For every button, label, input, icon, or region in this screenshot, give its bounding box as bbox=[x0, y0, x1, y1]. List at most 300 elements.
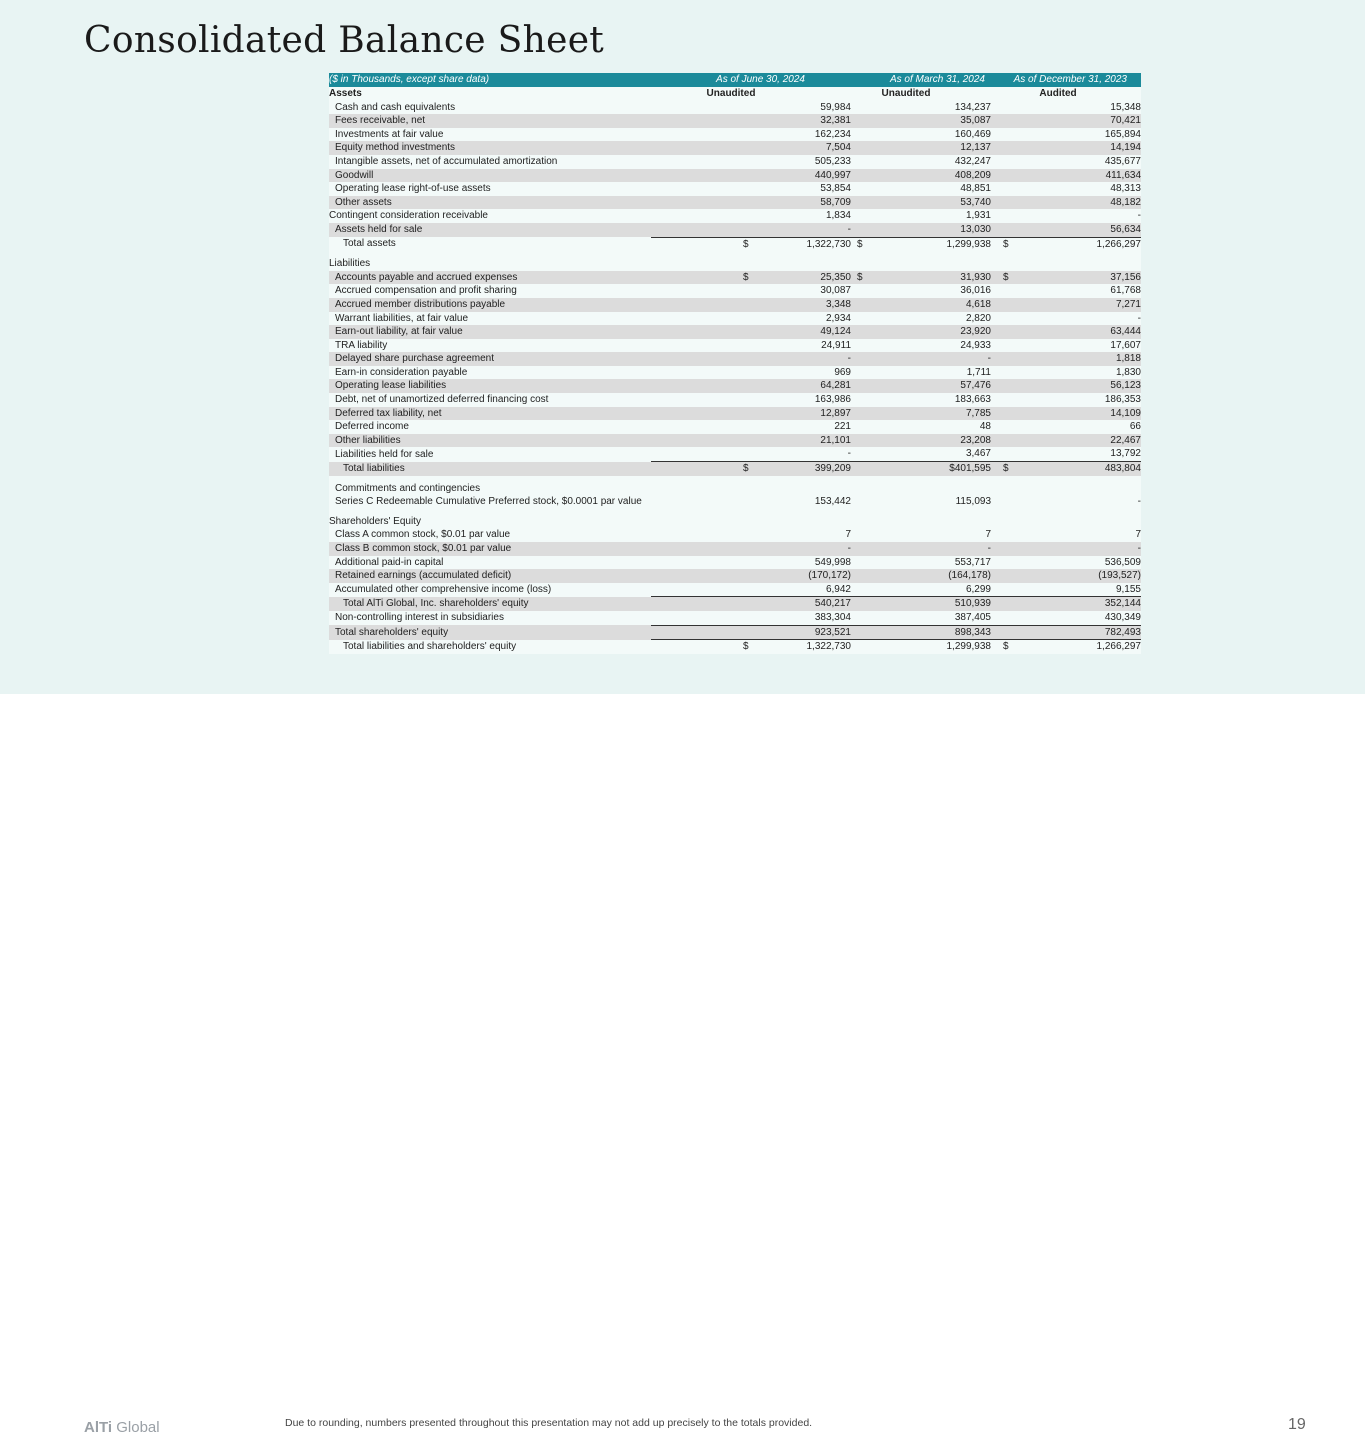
table-row bbox=[329, 625, 1141, 640]
table-row bbox=[329, 237, 1141, 251]
table-row bbox=[329, 528, 1141, 542]
currency-symbol-june-2024 bbox=[651, 114, 749, 128]
table-row bbox=[329, 542, 1141, 556]
row-label: Liabilities bbox=[329, 257, 651, 271]
value-december-2023: 48,182 bbox=[1017, 196, 1141, 210]
value-june-2024: 58,709 bbox=[749, 196, 851, 210]
row-label: Accrued member distributions payable bbox=[329, 298, 651, 312]
row-label: Accrued compensation and profit sharing bbox=[329, 284, 651, 298]
currency-symbol-june-2024 bbox=[651, 339, 749, 353]
value-december-2023: 61,768 bbox=[1017, 284, 1141, 298]
value-march-2024: 6,299 bbox=[877, 583, 991, 597]
value-december-2023: - bbox=[1017, 542, 1141, 556]
table-row bbox=[329, 101, 1141, 115]
table-row bbox=[329, 257, 1141, 271]
value-march-2024: 7 bbox=[877, 528, 991, 542]
value-june-2024: 163,986 bbox=[749, 393, 851, 407]
value-march-2024: - bbox=[877, 542, 991, 556]
table-row bbox=[329, 515, 1141, 529]
value-december-2023 bbox=[1017, 257, 1141, 271]
value-june-2024: 540,217 bbox=[749, 597, 851, 611]
row-label: Shareholders' Equity bbox=[329, 515, 651, 529]
value-june-2024 bbox=[749, 257, 851, 271]
currency-symbol-june-2024 bbox=[651, 169, 749, 183]
row-label: Contingent consideration receivable bbox=[329, 209, 651, 223]
currency-symbol-june-2024: $ bbox=[651, 271, 749, 285]
currency-symbol-june-2024 bbox=[651, 257, 749, 271]
row-label: Retained earnings (accumulated deficit) bbox=[329, 569, 651, 583]
row-label: Total liabilities bbox=[329, 462, 651, 476]
value-june-2024: 12,897 bbox=[749, 407, 851, 421]
currency-symbol-june-2024 bbox=[651, 155, 749, 169]
value-june-2024: 440,997 bbox=[749, 169, 851, 183]
rounding-disclaimer: Due to rounding, numbers presented throughout this presentation may not add up precisely to the totals provided. bbox=[285, 1417, 813, 1429]
currency-symbol-march-2024 bbox=[851, 583, 877, 597]
value-march-2024: 160,469 bbox=[877, 128, 991, 142]
row-label: Accumulated other comprehensive income (loss) bbox=[329, 583, 651, 597]
currency-symbol-june-2024 bbox=[651, 611, 749, 625]
currency-symbol-december-2023 bbox=[991, 284, 1017, 298]
currency-symbol-june-2024 bbox=[651, 196, 749, 210]
value-june-2024: 399,209 bbox=[749, 462, 851, 476]
currency-symbol-june-2024 bbox=[651, 393, 749, 407]
currency-symbol-june-2024 bbox=[651, 482, 749, 496]
row-label: Series C Redeemable Cumulative Preferred stock, $0.0001 par value bbox=[329, 495, 651, 509]
currency-symbol-march-2024 bbox=[851, 393, 877, 407]
value-june-2024: 2,934 bbox=[749, 312, 851, 326]
currency-symbol-december-2023 bbox=[991, 393, 1017, 407]
value-march-2024: 48,851 bbox=[877, 182, 991, 196]
value-june-2024: (170,172) bbox=[749, 569, 851, 583]
audit-status-march-2024: Unaudited bbox=[851, 87, 991, 101]
table-row bbox=[329, 182, 1141, 196]
currency-symbol-june-2024 bbox=[651, 597, 749, 611]
row-label: Deferred tax liability, net bbox=[329, 407, 651, 421]
value-march-2024: 23,920 bbox=[877, 325, 991, 339]
row-label: Other liabilities bbox=[329, 434, 651, 448]
row-label: Commitments and contingencies bbox=[329, 482, 651, 496]
currency-symbol-june-2024 bbox=[651, 528, 749, 542]
table-row bbox=[329, 141, 1141, 155]
company-logo bbox=[84, 1419, 160, 1436]
value-june-2024: 53,854 bbox=[749, 182, 851, 196]
currency-symbol-december-2023 bbox=[991, 141, 1017, 155]
table-subheader-row bbox=[329, 87, 1141, 101]
currency-symbol-march-2024 bbox=[851, 209, 877, 223]
value-march-2024: (164,178) bbox=[877, 569, 991, 583]
row-label: Operating lease right-of-use assets bbox=[329, 182, 651, 196]
currency-symbol-december-2023 bbox=[991, 482, 1017, 496]
value-december-2023 bbox=[1017, 482, 1141, 496]
currency-symbol-march-2024 bbox=[851, 298, 877, 312]
value-december-2023: 411,634 bbox=[1017, 169, 1141, 183]
value-june-2024: 21,101 bbox=[749, 434, 851, 448]
value-june-2024: 221 bbox=[749, 420, 851, 434]
currency-symbol-december-2023 bbox=[991, 352, 1017, 366]
value-december-2023: 430,349 bbox=[1017, 611, 1141, 625]
currency-symbol-march-2024 bbox=[851, 141, 877, 155]
row-label: Earn-in consideration payable bbox=[329, 366, 651, 380]
table-row bbox=[329, 611, 1141, 625]
value-december-2023: - bbox=[1017, 312, 1141, 326]
currency-symbol-june-2024 bbox=[651, 141, 749, 155]
currency-symbol-march-2024: $ bbox=[851, 237, 877, 251]
row-label: Earn-out liability, at fair value bbox=[329, 325, 651, 339]
value-december-2023: 17,607 bbox=[1017, 339, 1141, 353]
currency-symbol-december-2023 bbox=[991, 223, 1017, 237]
footer bbox=[0, 694, 1365, 1436]
currency-symbol-march-2024 bbox=[851, 597, 877, 611]
table-row bbox=[329, 462, 1141, 476]
currency-symbol-march-2024 bbox=[851, 556, 877, 570]
value-june-2024: 7 bbox=[749, 528, 851, 542]
table-row bbox=[329, 155, 1141, 169]
currency-symbol-december-2023 bbox=[991, 569, 1017, 583]
value-december-2023: 536,509 bbox=[1017, 556, 1141, 570]
row-label: Non-controlling interest in subsidiaries bbox=[329, 611, 651, 625]
table-row bbox=[329, 366, 1141, 380]
currency-symbol-december-2023 bbox=[991, 434, 1017, 448]
value-december-2023 bbox=[1017, 515, 1141, 529]
page-title: Consolidated Balance Sheet bbox=[84, 20, 605, 61]
table-row bbox=[329, 393, 1141, 407]
value-march-2024: 134,237 bbox=[877, 101, 991, 115]
currency-symbol-march-2024 bbox=[851, 223, 877, 237]
value-december-2023: 56,123 bbox=[1017, 379, 1141, 393]
value-march-2024: - bbox=[877, 352, 991, 366]
row-label: Fees receivable, net bbox=[329, 114, 651, 128]
currency-symbol-december-2023 bbox=[991, 528, 1017, 542]
currency-symbol-march-2024 bbox=[851, 495, 877, 509]
currency-symbol-december-2023 bbox=[991, 155, 1017, 169]
currency-symbol-march-2024 bbox=[851, 379, 877, 393]
currency-symbol-march-2024 bbox=[851, 284, 877, 298]
table-row bbox=[329, 407, 1141, 421]
value-june-2024: 7,504 bbox=[749, 141, 851, 155]
currency-symbol-march-2024 bbox=[851, 352, 877, 366]
table-row bbox=[329, 482, 1141, 496]
currency-symbol-june-2024 bbox=[651, 625, 749, 640]
currency-symbol-december-2023: $ bbox=[991, 237, 1017, 251]
value-december-2023: 483,804 bbox=[1017, 462, 1141, 476]
currency-symbol-june-2024: $ bbox=[651, 237, 749, 251]
table-row bbox=[329, 196, 1141, 210]
currency-symbol-june-2024 bbox=[651, 312, 749, 326]
currency-symbol-december-2023: $ bbox=[991, 271, 1017, 285]
table-body bbox=[329, 101, 1141, 654]
value-december-2023: 435,677 bbox=[1017, 155, 1141, 169]
currency-symbol-march-2024 bbox=[851, 101, 877, 115]
value-december-2023: 63,444 bbox=[1017, 325, 1141, 339]
table-row bbox=[329, 583, 1141, 597]
value-march-2024: 48 bbox=[877, 420, 991, 434]
currency-symbol-june-2024 bbox=[651, 447, 749, 461]
currency-symbol-december-2023 bbox=[991, 556, 1017, 570]
row-label: Deferred income bbox=[329, 420, 651, 434]
table-row bbox=[329, 223, 1141, 237]
value-march-2024: 408,209 bbox=[877, 169, 991, 183]
currency-symbol-december-2023 bbox=[991, 515, 1017, 529]
currency-symbol-june-2024 bbox=[651, 209, 749, 223]
value-june-2024: 383,304 bbox=[749, 611, 851, 625]
value-december-2023: 56,634 bbox=[1017, 223, 1141, 237]
table-row bbox=[329, 569, 1141, 583]
currency-symbol-march-2024 bbox=[851, 640, 877, 654]
value-march-2024: 4,618 bbox=[877, 298, 991, 312]
value-march-2024: 115,093 bbox=[877, 495, 991, 509]
row-label: Class B common stock, $0.01 par value bbox=[329, 542, 651, 556]
page-number: 19 bbox=[1288, 1416, 1306, 1433]
value-march-2024: 7,785 bbox=[877, 407, 991, 421]
row-label: Debt, net of unamortized deferred financing cost bbox=[329, 393, 651, 407]
value-march-2024: 35,087 bbox=[877, 114, 991, 128]
currency-symbol-march-2024 bbox=[851, 515, 877, 529]
logo-rest: Global bbox=[112, 1419, 160, 1436]
currency-symbol-march-2024 bbox=[851, 169, 877, 183]
value-december-2023: 7,271 bbox=[1017, 298, 1141, 312]
currency-symbol-march-2024 bbox=[851, 366, 877, 380]
currency-symbol-march-2024 bbox=[851, 420, 877, 434]
table-row bbox=[329, 420, 1141, 434]
value-june-2024: 6,942 bbox=[749, 583, 851, 597]
value-march-2024: 553,717 bbox=[877, 556, 991, 570]
currency-symbol-june-2024: $ bbox=[651, 640, 749, 654]
value-december-2023: 14,109 bbox=[1017, 407, 1141, 421]
table-row bbox=[329, 379, 1141, 393]
currency-symbol-march-2024 bbox=[851, 625, 877, 640]
value-june-2024 bbox=[749, 515, 851, 529]
currency-symbol-december-2023 bbox=[991, 625, 1017, 640]
row-label: Liabilities held for sale bbox=[329, 447, 651, 461]
header-col-december-2023: As of December 31, 2023 bbox=[991, 73, 1141, 87]
currency-symbol-june-2024 bbox=[651, 583, 749, 597]
value-december-2023: 9,155 bbox=[1017, 583, 1141, 597]
value-march-2024: 12,137 bbox=[877, 141, 991, 155]
currency-symbol-june-2024 bbox=[651, 495, 749, 509]
value-june-2024: 32,381 bbox=[749, 114, 851, 128]
currency-symbol-december-2023 bbox=[991, 257, 1017, 271]
value-june-2024: - bbox=[749, 447, 851, 461]
table-row bbox=[329, 169, 1141, 183]
currency-symbol-december-2023 bbox=[991, 209, 1017, 223]
currency-symbol-december-2023 bbox=[991, 495, 1017, 509]
value-december-2023: 7 bbox=[1017, 528, 1141, 542]
value-march-2024: 53,740 bbox=[877, 196, 991, 210]
currency-symbol-june-2024: $ bbox=[651, 462, 749, 476]
currency-symbol-march-2024 bbox=[851, 611, 877, 625]
currency-symbol-march-2024: $ bbox=[851, 271, 877, 285]
currency-symbol-march-2024 bbox=[851, 182, 877, 196]
value-march-2024: 510,939 bbox=[877, 597, 991, 611]
value-june-2024: 162,234 bbox=[749, 128, 851, 142]
currency-symbol-june-2024 bbox=[651, 101, 749, 115]
currency-symbol-march-2024 bbox=[851, 407, 877, 421]
value-march-2024: 1,299,938 bbox=[877, 640, 991, 654]
table-row bbox=[329, 209, 1141, 223]
value-december-2023: - bbox=[1017, 495, 1141, 509]
value-march-2024: 1,711 bbox=[877, 366, 991, 380]
value-december-2023: 165,894 bbox=[1017, 128, 1141, 142]
table-row bbox=[329, 339, 1141, 353]
value-december-2023: 70,421 bbox=[1017, 114, 1141, 128]
header-label: ($ in Thousands, except share data) bbox=[329, 73, 651, 87]
currency-symbol-june-2024 bbox=[651, 325, 749, 339]
currency-symbol-march-2024 bbox=[851, 114, 877, 128]
value-june-2024: 1,834 bbox=[749, 209, 851, 223]
table-row bbox=[329, 114, 1141, 128]
row-label: Cash and cash equivalents bbox=[329, 101, 651, 115]
table-row bbox=[329, 325, 1141, 339]
value-june-2024: 923,521 bbox=[749, 625, 851, 640]
currency-symbol-june-2024 bbox=[651, 542, 749, 556]
value-december-2023: 352,144 bbox=[1017, 597, 1141, 611]
currency-symbol-december-2023 bbox=[991, 407, 1017, 421]
currency-symbol-june-2024 bbox=[651, 379, 749, 393]
value-december-2023: (193,527) bbox=[1017, 569, 1141, 583]
currency-symbol-december-2023 bbox=[991, 101, 1017, 115]
currency-symbol-december-2023 bbox=[991, 542, 1017, 556]
value-march-2024: 432,247 bbox=[877, 155, 991, 169]
value-june-2024: 153,442 bbox=[749, 495, 851, 509]
currency-symbol-june-2024 bbox=[651, 223, 749, 237]
currency-symbol-march-2024 bbox=[851, 155, 877, 169]
currency-symbol-june-2024 bbox=[651, 569, 749, 583]
value-march-2024: 23,208 bbox=[877, 434, 991, 448]
value-december-2023: 14,194 bbox=[1017, 141, 1141, 155]
table-row bbox=[329, 312, 1141, 326]
currency-symbol-march-2024 bbox=[851, 447, 877, 461]
currency-symbol-march-2024 bbox=[851, 482, 877, 496]
row-label: Delayed share purchase agreement bbox=[329, 352, 651, 366]
table-row bbox=[329, 352, 1141, 366]
value-june-2024: 3,348 bbox=[749, 298, 851, 312]
value-march-2024: 1,931 bbox=[877, 209, 991, 223]
value-march-2024: 31,930 bbox=[877, 271, 991, 285]
row-label: Additional paid-in capital bbox=[329, 556, 651, 570]
currency-symbol-december-2023 bbox=[991, 114, 1017, 128]
value-december-2023: 186,353 bbox=[1017, 393, 1141, 407]
value-march-2024: 387,405 bbox=[877, 611, 991, 625]
currency-symbol-december-2023 bbox=[991, 128, 1017, 142]
currency-symbol-december-2023 bbox=[991, 169, 1017, 183]
value-march-2024: 24,933 bbox=[877, 339, 991, 353]
value-june-2024: 30,087 bbox=[749, 284, 851, 298]
currency-symbol-december-2023 bbox=[991, 325, 1017, 339]
value-march-2024: 183,663 bbox=[877, 393, 991, 407]
value-june-2024 bbox=[749, 482, 851, 496]
currency-symbol-december-2023: $ bbox=[991, 462, 1017, 476]
value-december-2023: 15,348 bbox=[1017, 101, 1141, 115]
currency-symbol-march-2024 bbox=[851, 528, 877, 542]
value-december-2023: 22,467 bbox=[1017, 434, 1141, 448]
value-december-2023: 48,313 bbox=[1017, 182, 1141, 196]
currency-symbol-march-2024 bbox=[851, 542, 877, 556]
table-header-row bbox=[329, 73, 1141, 87]
currency-symbol-december-2023 bbox=[991, 611, 1017, 625]
currency-symbol-june-2024 bbox=[651, 128, 749, 142]
logo-bold: AlTi bbox=[84, 1419, 113, 1436]
currency-symbol-december-2023 bbox=[991, 182, 1017, 196]
table-row bbox=[329, 298, 1141, 312]
table-row bbox=[329, 597, 1141, 611]
currency-symbol-march-2024 bbox=[851, 462, 877, 476]
value-march-2024 bbox=[877, 515, 991, 529]
row-label: Equity method investments bbox=[329, 141, 651, 155]
row-label: Investments at fair value bbox=[329, 128, 651, 142]
currency-symbol-march-2024 bbox=[851, 434, 877, 448]
currency-symbol-december-2023 bbox=[991, 312, 1017, 326]
currency-symbol-december-2023 bbox=[991, 420, 1017, 434]
currency-symbol-march-2024 bbox=[851, 196, 877, 210]
row-label: Total AlTi Global, Inc. shareholders' equity bbox=[329, 597, 651, 611]
row-label: Accounts payable and accrued expenses bbox=[329, 271, 651, 285]
currency-symbol-june-2024 bbox=[651, 284, 749, 298]
currency-symbol-march-2024 bbox=[851, 128, 877, 142]
header-col-june-2024: As of June 30, 2024 bbox=[651, 73, 851, 87]
table-row bbox=[329, 271, 1141, 285]
slide-background bbox=[0, 0, 1365, 694]
value-june-2024: 64,281 bbox=[749, 379, 851, 393]
table-row bbox=[329, 556, 1141, 570]
currency-symbol-june-2024 bbox=[651, 366, 749, 380]
currency-symbol-june-2024 bbox=[651, 556, 749, 570]
value-june-2024: 505,233 bbox=[749, 155, 851, 169]
value-june-2024: 1,322,730 bbox=[749, 237, 851, 251]
currency-symbol-december-2023 bbox=[991, 339, 1017, 353]
value-june-2024: 25,350 bbox=[749, 271, 851, 285]
value-december-2023: 37,156 bbox=[1017, 271, 1141, 285]
value-june-2024: 24,911 bbox=[749, 339, 851, 353]
row-label: Class A common stock, $0.01 par value bbox=[329, 528, 651, 542]
value-march-2024 bbox=[877, 482, 991, 496]
currency-symbol-december-2023 bbox=[991, 583, 1017, 597]
value-december-2023: 66 bbox=[1017, 420, 1141, 434]
value-december-2023: - bbox=[1017, 209, 1141, 223]
table-row bbox=[329, 495, 1141, 509]
value-june-2024: 549,998 bbox=[749, 556, 851, 570]
value-march-2024: 898,343 bbox=[877, 625, 991, 640]
currency-symbol-june-2024 bbox=[651, 182, 749, 196]
currency-symbol-december-2023 bbox=[991, 366, 1017, 380]
currency-symbol-march-2024 bbox=[851, 339, 877, 353]
currency-symbol-june-2024 bbox=[651, 407, 749, 421]
value-june-2024: 1,322,730 bbox=[749, 640, 851, 654]
table-row bbox=[329, 640, 1141, 654]
row-label: Total assets bbox=[329, 237, 651, 251]
currency-symbol-december-2023 bbox=[991, 196, 1017, 210]
currency-symbol-march-2024 bbox=[851, 257, 877, 271]
row-label: Goodwill bbox=[329, 169, 651, 183]
value-june-2024: - bbox=[749, 542, 851, 556]
table-row bbox=[329, 128, 1141, 142]
balance-sheet-table bbox=[329, 73, 1141, 654]
row-label: TRA liability bbox=[329, 339, 651, 353]
value-december-2023: 1,830 bbox=[1017, 366, 1141, 380]
value-march-2024: 1,299,938 bbox=[877, 237, 991, 251]
currency-symbol-june-2024 bbox=[651, 515, 749, 529]
value-march-2024 bbox=[877, 257, 991, 271]
currency-symbol-june-2024 bbox=[651, 298, 749, 312]
value-june-2024: - bbox=[749, 352, 851, 366]
value-december-2023: 13,792 bbox=[1017, 447, 1141, 461]
row-label: Total liabilities and shareholders' equity bbox=[329, 640, 651, 654]
currency-symbol-march-2024 bbox=[851, 325, 877, 339]
table-row bbox=[329, 434, 1141, 448]
value-june-2024: 49,124 bbox=[749, 325, 851, 339]
value-december-2023: 782,493 bbox=[1017, 625, 1141, 640]
currency-symbol-march-2024 bbox=[851, 569, 877, 583]
currency-symbol-december-2023 bbox=[991, 597, 1017, 611]
